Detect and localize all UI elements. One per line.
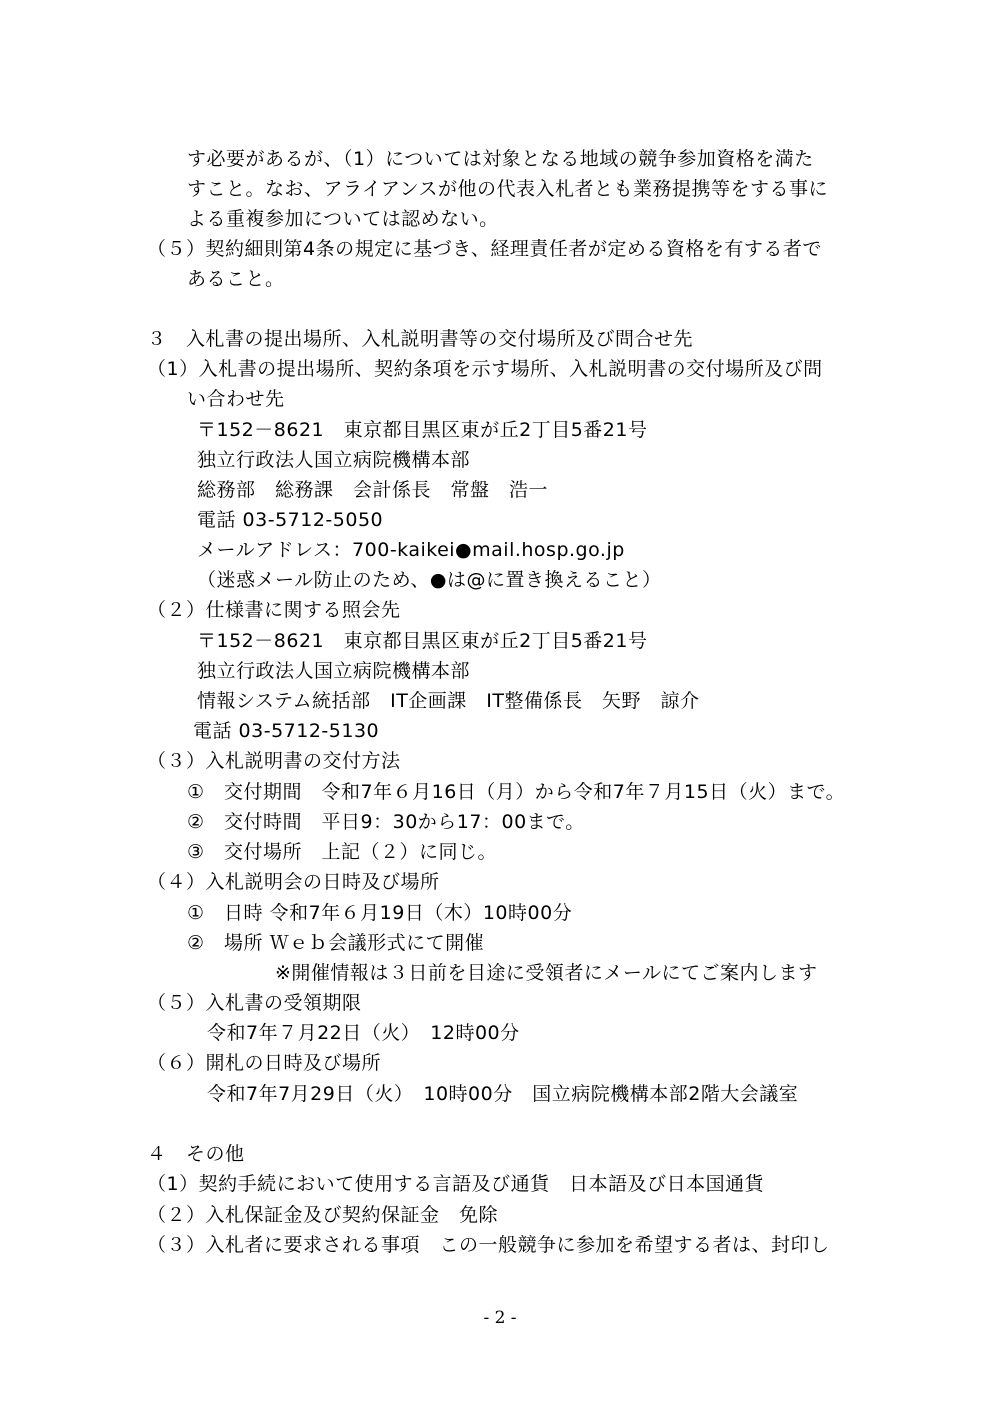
body-text-line: い合わせ先 (187, 388, 285, 410)
contact-person-line: 総務部 総務課 会計係長 常盤 浩一 (197, 479, 549, 501)
body-text-line: 令和7年7月29日（火） 10時00分 国立病院機構本部2階大会議室 (207, 1083, 799, 1105)
sub-list-item: ③ 交付場所 上記（２）に同じ。 (187, 841, 498, 863)
list-item-heading: （1）契約手続において使用する言語及び通貨 日本語及び日本国通貨 (147, 1173, 765, 1195)
section-heading: ４ その他 (147, 1143, 245, 1165)
email-line: メールアドレス：700-kaikei●mail.hosp.go.jp (197, 539, 625, 561)
organization-line: 独立行政法人国立病院機構本部 (197, 449, 471, 471)
phone-line: 電話 03-5712-5130 (193, 720, 380, 742)
section-heading: ３ 入札書の提出場所、入札説明書等の交付場所及び問合せ先 (147, 328, 694, 350)
list-item-heading: （４）入札説明会の日時及び場所 (147, 871, 440, 893)
sub-list-item: ① 交付期間 令和7年６月16日（月）から令和7年７月15日（火）まで。 (187, 781, 846, 803)
phone-line: 電話 03-5712-5050 (197, 509, 384, 531)
list-item-heading: （５）契約細則第4条の規定に基づき、経理責任者が定める資格を有する者で (147, 238, 822, 260)
body-text-line: すこと。なお、アライアンスが他の代表入札者とも業務提携等をする事に (187, 178, 829, 200)
organization-line: 独立行政法人国立病院機構本部 (197, 660, 471, 682)
body-text-line: 令和7年７月22日（火） 12時00分 (207, 1022, 520, 1044)
list-item-heading: （1）入札書の提出場所、契約条項を示す場所、入札説明書の交付場所及び問 (147, 358, 823, 380)
page-number: - 2 - (483, 1308, 517, 1328)
body-text-line: あること。 (187, 268, 285, 290)
sub-list-item: ① 日時 令和7年６月19日（木）10時00分 (187, 902, 573, 924)
address-line: 〒152－8621 東京都目黒区東が丘2丁目5番21号 (197, 419, 648, 441)
body-text-line: よる重複参加については認めない。 (187, 208, 499, 230)
note-line: ※開催情報は３日前を目途に受領者にメールにてご案内します (275, 962, 818, 984)
list-item-heading: （５）入札書の受領期限 (147, 992, 362, 1014)
list-item-heading: （３）入札説明書の交付方法 (147, 750, 401, 772)
address-line: 〒152－8621 東京都目黒区東が丘2丁目5番21号 (197, 630, 648, 652)
email-note-line: （迷惑メール防止のため、●は@に置き換えること） (197, 569, 662, 591)
list-item-heading: （２）仕様書に関する照会先 (147, 599, 401, 621)
list-item-heading: （２）入札保証金及び契約保証金 免除 (147, 1204, 499, 1226)
body-text-line: す必要があるが、（1）については対象となる地域の競争参加資格を満た (187, 148, 814, 170)
list-item-heading: （６）開札の日時及び場所 (147, 1052, 382, 1074)
sub-list-item: ② 交付時間 平日9：30から17：00まで。 (187, 811, 585, 833)
sub-list-item: ② 場所 Ｗｅｂ会議形式にて開催 (187, 932, 485, 954)
contact-person-line: 情報システム統括部 IT企画課 IT整備係長 矢野 諒介 (197, 690, 700, 712)
list-item-heading: （３）入札者に要求される事項 この一般競争に参加を希望する者は、封印し (147, 1234, 830, 1256)
